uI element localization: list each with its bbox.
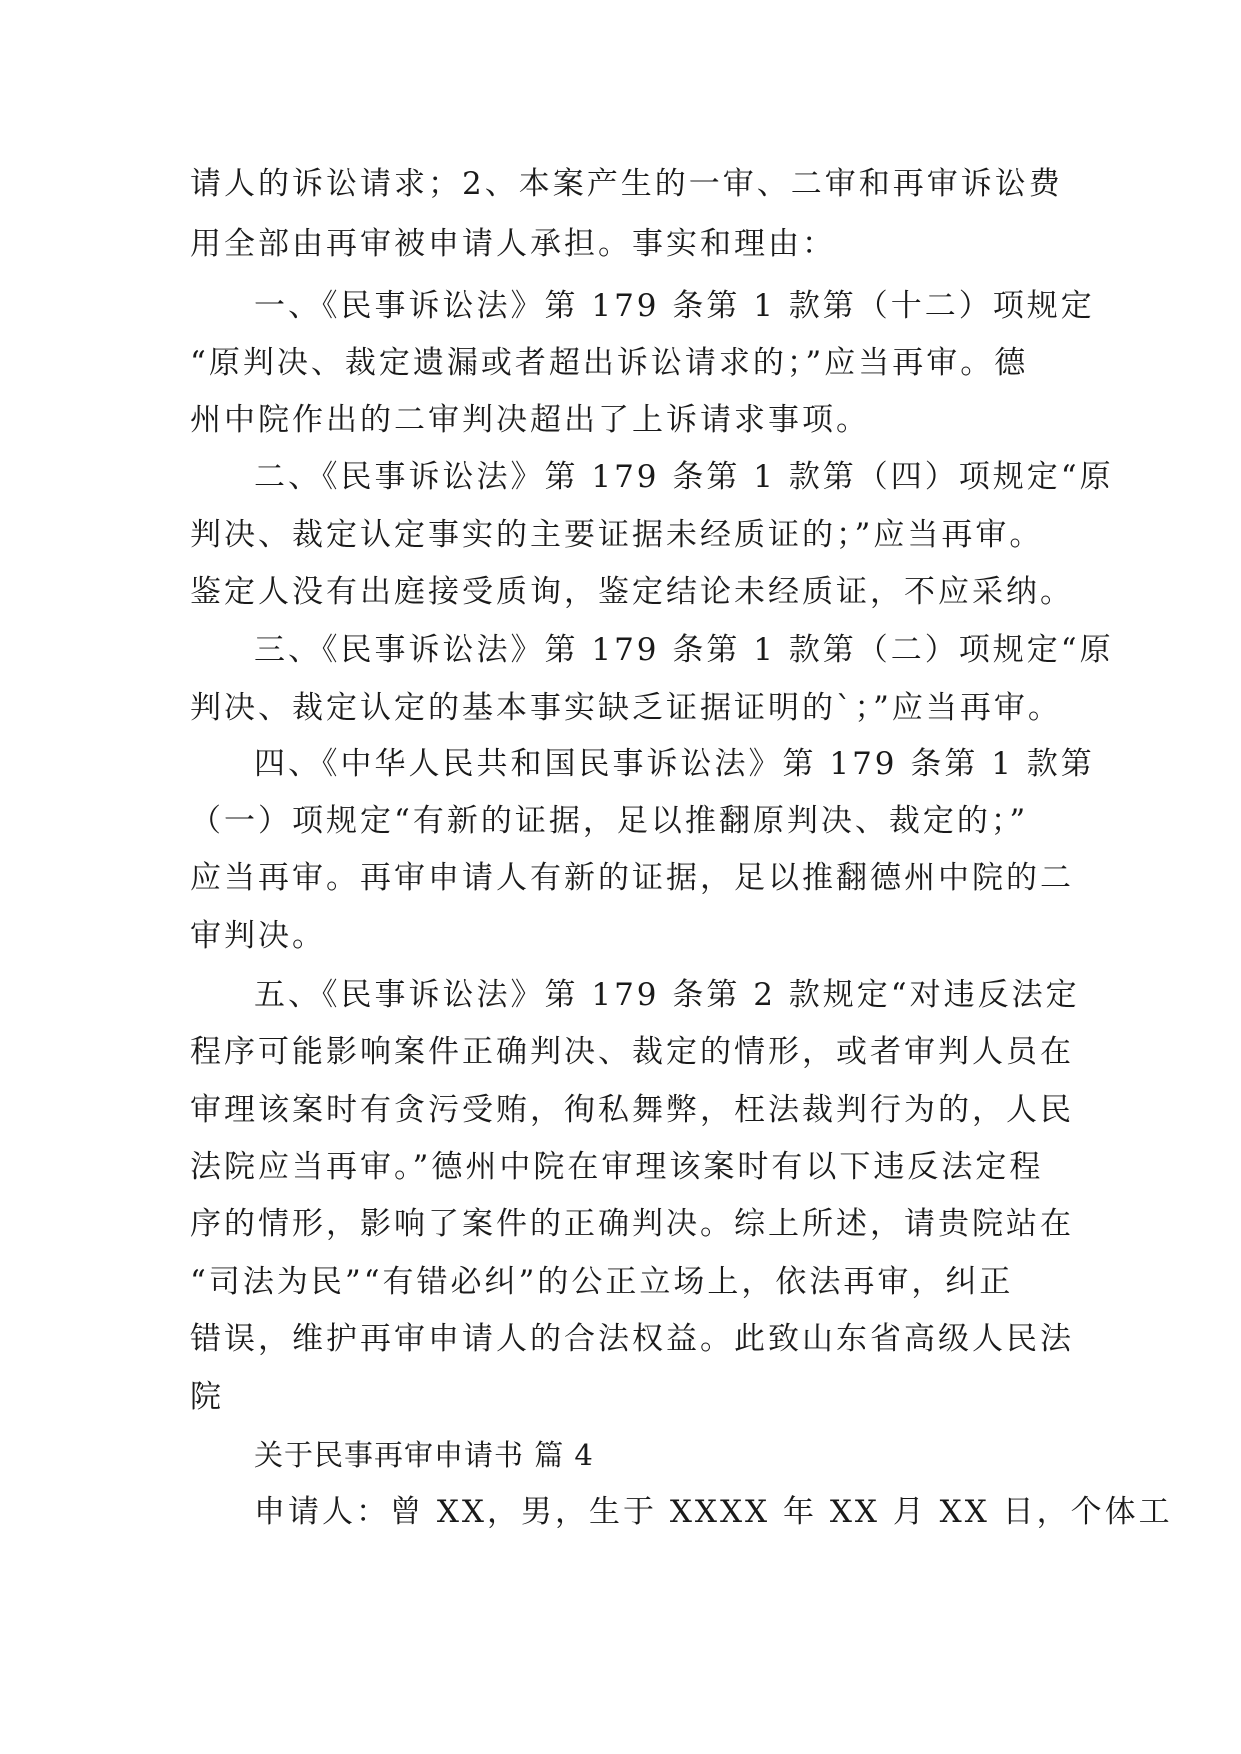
text-line-10: 判决、裁定认定的基本事实缺乏证据证明的`；”应当再审。 bbox=[190, 690, 1062, 726]
text-line-6: 二、《民事诉讼法》第 179 条第 1 款第（四）项规定“原 bbox=[254, 459, 1114, 495]
text-line-7: 判决、裁定认定事实的主要证据未经质证的；”应当再审。 bbox=[190, 517, 1044, 553]
text-line-2: 用全部由再审被申请人承担。事实和理由： bbox=[190, 226, 836, 262]
text-line-1: 请人的诉讼请求；2、本案产生的一审、二审和再审诉讼费 bbox=[190, 166, 1063, 202]
text-line-18: 法院应当再审。”德州中院在审理该案时有以下违反法定程 bbox=[190, 1149, 1044, 1185]
text-line-15: 五、《民事诉讼法》第 179 条第 2 款规定“对违反法定 bbox=[254, 977, 1080, 1013]
text-line-3: 一、《民事诉讼法》第 179 条第 1 款第（十二）项规定 bbox=[254, 288, 1095, 324]
text-line-5: 州中院作出的二审判决超出了上诉请求事项。 bbox=[190, 402, 870, 438]
text-line-21: 错误，维护再审申请人的合法权益。此致山东省高级人民法 bbox=[190, 1321, 1074, 1357]
text-line-14: 审判决。 bbox=[190, 918, 326, 954]
text-line-4: “原判决、裁定遗漏或者超出诉讼请求的；”应当再审。德 bbox=[190, 345, 1029, 381]
text-line-22: 院 bbox=[190, 1379, 224, 1415]
text-line-19: 序的情形，影响了案件的正确判决。综上所述，请贵院站在 bbox=[190, 1206, 1074, 1242]
section-heading: 关于民事再审申请书 篇 4 bbox=[254, 1438, 594, 1472]
text-line-8: 鉴定人没有出庭接受质询，鉴定结论未经质证，不应采纳。 bbox=[190, 574, 1074, 610]
text-line-9: 三、《民事诉讼法》第 179 条第 1 款第（二）项规定“原 bbox=[254, 632, 1114, 668]
text-line-20: “司法为民”“有错必纠”的公正立场上，依法再审，纠正 bbox=[190, 1264, 1014, 1300]
text-line-13: 应当再审。再审申请人有新的证据，足以推翻德州中院的二 bbox=[190, 860, 1074, 896]
text-line-12: （一）项规定“有新的证据，足以推翻原判决、裁定的；” bbox=[190, 803, 1029, 839]
text-line-11: 四、《中华人民共和国民事诉讼法》第 179 条第 1 款第 bbox=[254, 746, 1095, 782]
text-line-17: 审理该案时有贪污受贿，徇私舞弊，枉法裁判行为的，人民 bbox=[190, 1092, 1074, 1128]
text-line-23: 申请人：曾 XX，男，生于 XXXX 年 XX 月 XX 日，个体工 bbox=[254, 1494, 1173, 1530]
text-line-16: 程序可能影响案件正确判决、裁定的情形，或者审判人员在 bbox=[190, 1034, 1074, 1070]
